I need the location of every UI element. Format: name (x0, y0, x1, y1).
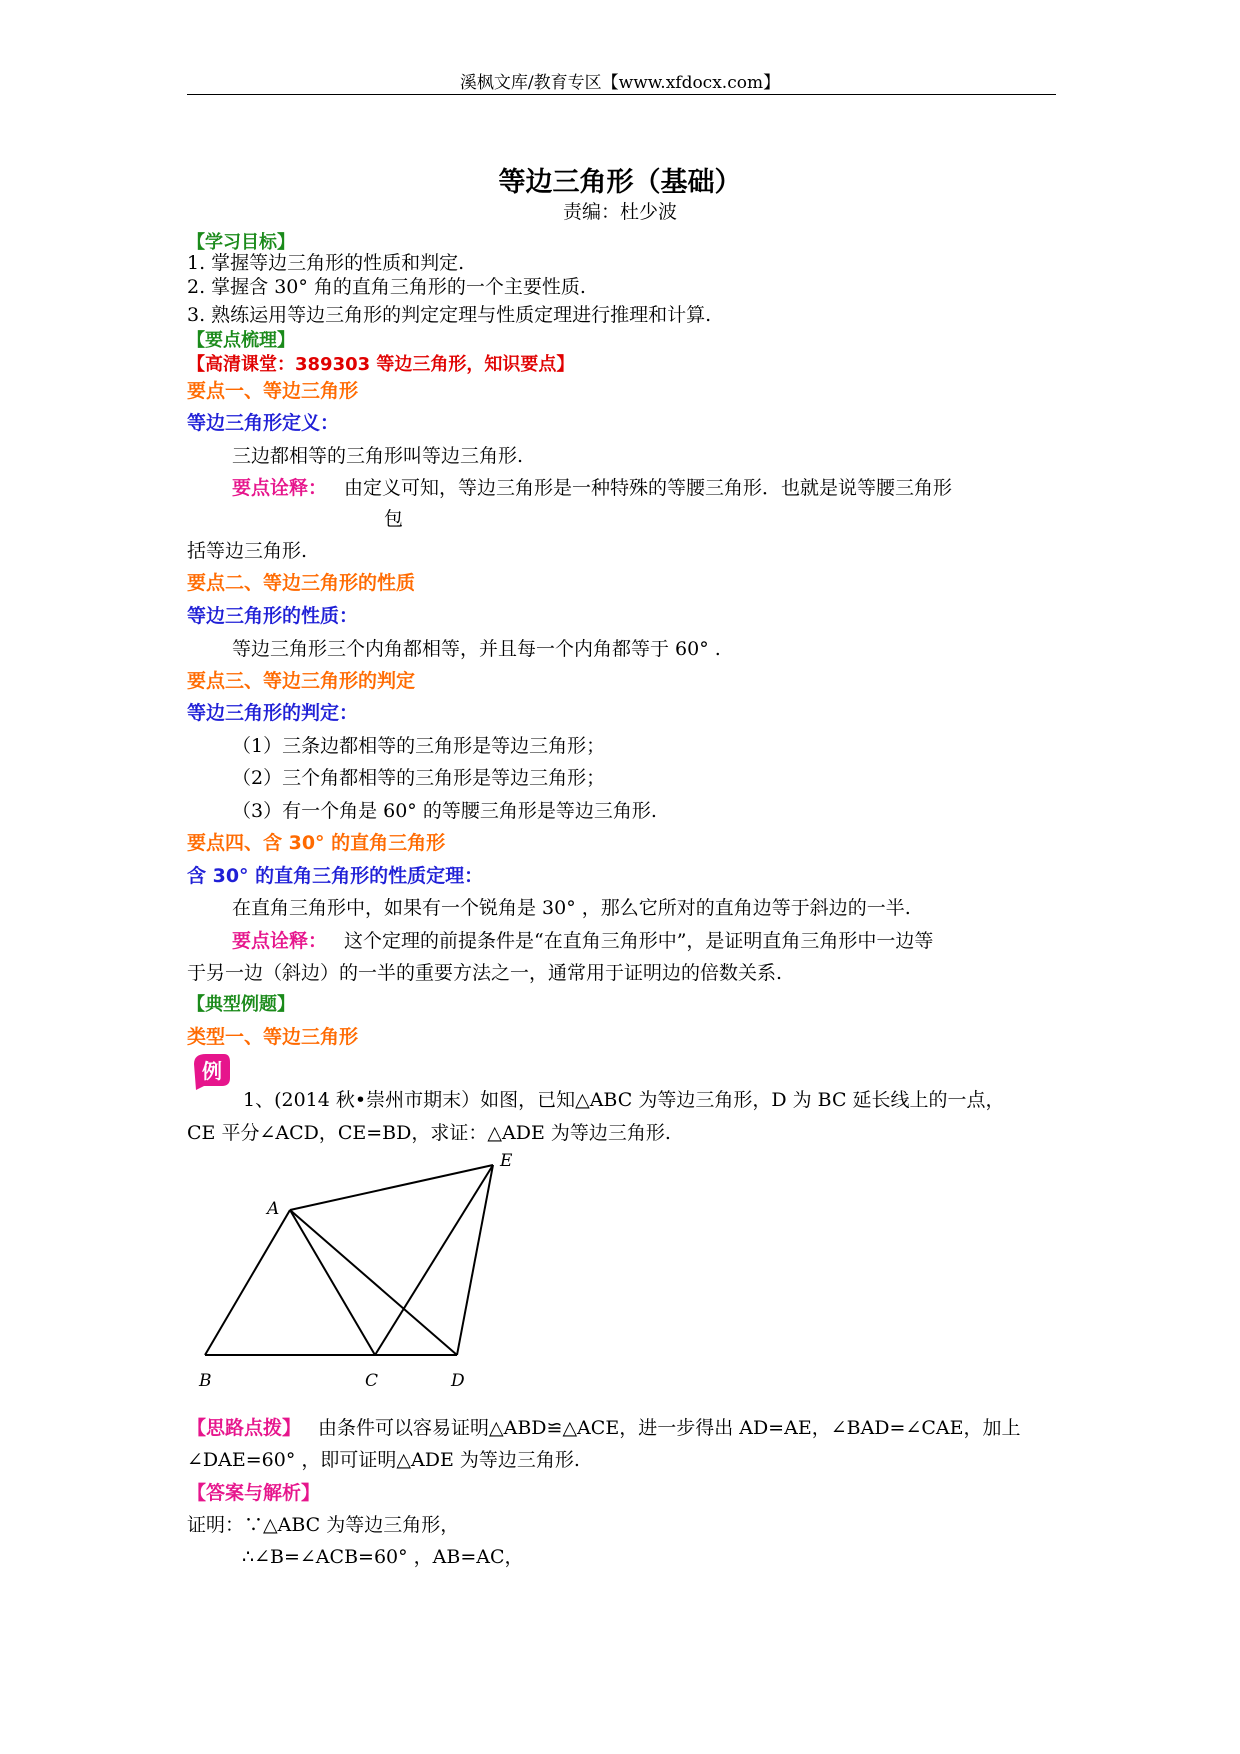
point1-text: 三边都相等的三角形叫等边三角形. (232, 445, 524, 467)
point2-heading: 要点二、等边三角形的性质 (187, 572, 416, 594)
point1-note-label: 要点诠释： (232, 477, 328, 499)
point1-note-line1: 由定义可知，等边三角形是一种特殊的等腰三角形．也就是说等腰三角形 (344, 477, 953, 499)
point-label-c: C (365, 1371, 379, 1391)
point-label-d: D (451, 1371, 465, 1391)
point4-note-label: 要点诠释： (232, 930, 328, 952)
point3-subheading: 等边三角形的判定： (187, 702, 359, 724)
point3-item-2: （2）三个角都相等的三角形是等边三角形； (232, 767, 606, 789)
point4-heading: 要点四、含 30° 的直角三角形 (187, 832, 446, 854)
point1-note-line2: 括等边三角形. (187, 540, 308, 562)
page-title: 等边三角形（基础） (498, 167, 742, 198)
point1-heading: 要点一、等边三角形 (187, 380, 359, 402)
point4-note-line1: 这个定理的前提条件是“在直角三角形中”，是证明直角三角形中一边等 (344, 930, 934, 952)
hint-line2: ∠DAE=60° ，即可证明△ADE 为等边三角形. (187, 1449, 580, 1471)
point2-subheading: 等边三角形的性质： (187, 605, 359, 627)
header-rule (187, 94, 1056, 95)
key-points-heading: 【要点梳理】 (187, 330, 295, 351)
segment-ae (290, 1165, 493, 1210)
segment-ad (290, 1210, 457, 1355)
point2-text: 等边三角形三个内角都相等，并且每一个内角都等于 60° . (232, 638, 721, 660)
objective-item-3: 3. 熟练运用等边三角形的判定定理与性质定理进行推理和计算. (187, 304, 712, 326)
example1-line2: CE 平分∠ACD，CE=BD，求证：△ADE 为等边三角形. (187, 1122, 671, 1144)
answer-line1: 证明：∵△ABC 为等边三角形， (187, 1514, 460, 1536)
example-badge-label: 例 (202, 1059, 222, 1083)
objective-item-1: 1. 掌握等边三角形的性质和判定. (187, 252, 465, 274)
answer-line2: ∴∠B=∠ACB=60° ，AB=AC， (242, 1546, 524, 1568)
point-label-a: A (267, 1199, 280, 1219)
geometry-figure (195, 1150, 535, 1400)
point3-heading: 要点三、等边三角形的判定 (187, 670, 416, 692)
segment-ac (290, 1210, 375, 1355)
point1-note-char: 包 (384, 508, 404, 530)
point1-subheading: 等边三角形定义： (187, 412, 340, 434)
point-label-e: E (500, 1151, 513, 1171)
figure-lines (205, 1165, 493, 1355)
point4-text: 在直角三角形中，如果有一个锐角是 30° ，那么它所对的直角边等于斜边的一半. (232, 897, 911, 919)
objective-item-2: 2. 掌握含 30° 角的直角三角形的一个主要性质. (187, 276, 586, 298)
segment-ab (205, 1210, 290, 1355)
example1-line1: 1、(2014 秋•崇州市期末）如图，已知△ABC 为等边三角形，D 为 BC 延长线上的一点， (243, 1089, 1005, 1111)
point4-subheading: 含 30° 的直角三角形的性质定理： (187, 865, 484, 887)
example-badge-icon (190, 1050, 232, 1092)
page-header: 溪枫文库/教育专区【www.xfdocx.com】 (459, 73, 781, 93)
hint-line1: 由条件可以容易证明△ABD≌△ACE，进一步得出 AD=AE，∠BAD=∠CAE，加上 (318, 1417, 1021, 1439)
point-label-b: B (199, 1371, 212, 1391)
editor-line: 责编：杜少波 (562, 201, 677, 223)
point4-note-line2: 于另一边（斜边）的一半的重要方法之一，通常用于证明边的倍数关系. (187, 962, 783, 984)
type1-heading: 类型一、等边三角形 (187, 1026, 359, 1048)
point3-item-1: （1）三条边都相等的三角形是等边三角形； (232, 735, 606, 757)
hint-label: 【思路点拨】 (187, 1417, 302, 1439)
answer-label: 【答案与解析】 (187, 1482, 321, 1504)
hd-class-reference: 【高清课堂：389303 等边三角形，知识要点】 (187, 354, 575, 375)
objectives-heading: 【学习目标】 (187, 232, 295, 253)
point3-item-3: （3）有一个角是 60° 的等腰三角形是等边三角形. (232, 800, 657, 822)
examples-heading: 【典型例题】 (187, 994, 295, 1015)
